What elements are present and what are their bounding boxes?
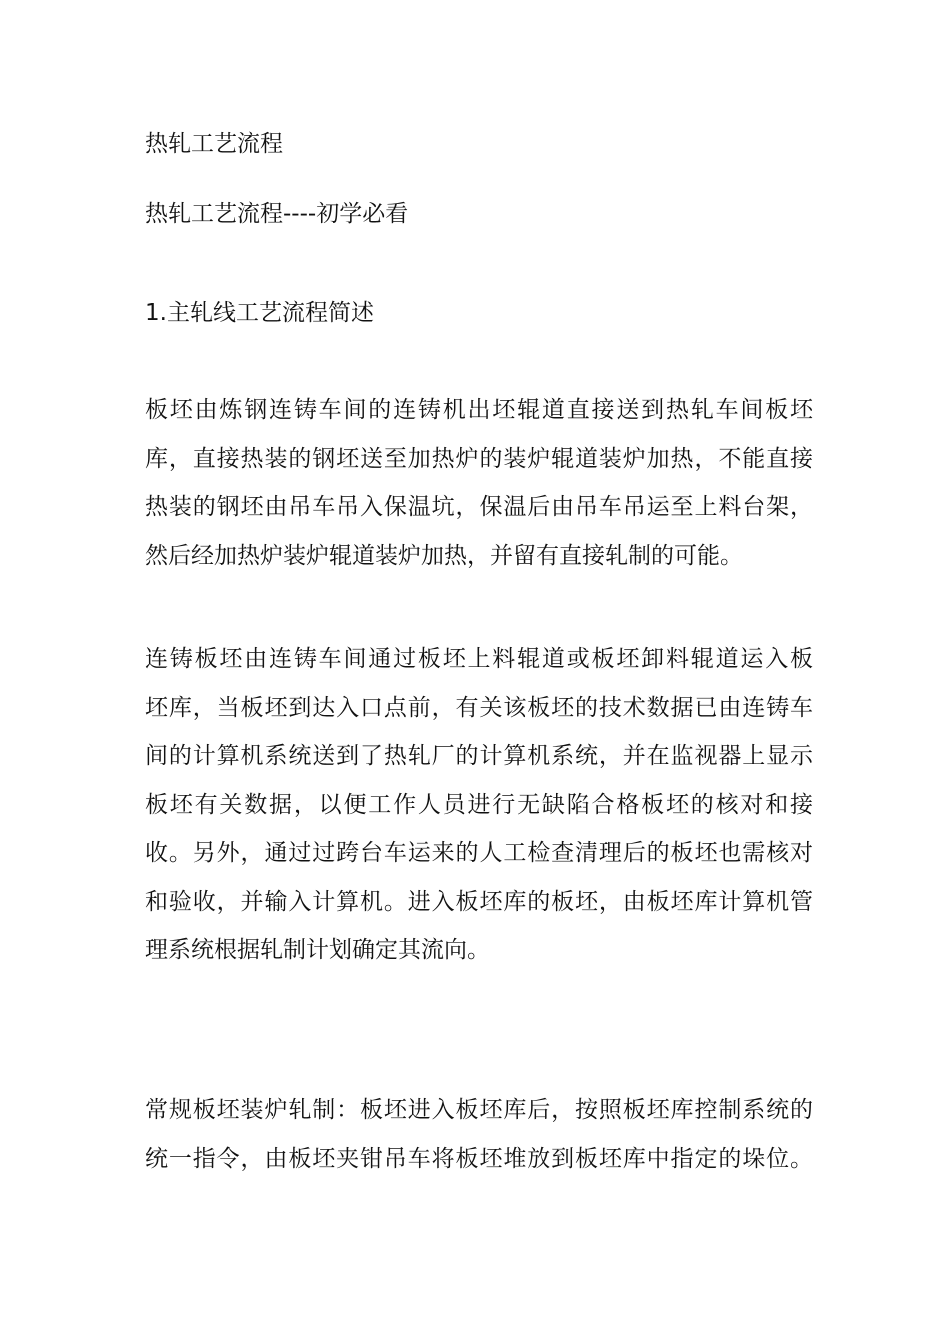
document-subtitle: 热轧工艺流程----初学必看 bbox=[145, 201, 409, 227]
paragraph-line: 统一指令，由板坯夹钳吊车将板坯堆放到板坯库中指定的垛位。 bbox=[145, 1145, 813, 1172]
paragraph-line: 然后经加热炉装炉辊道装炉加热，并留有直接轧制的可能。 bbox=[145, 542, 743, 569]
paragraph-line: 间的计算机系统送到了热轧厂的计算机系统，并在监视器上显示 bbox=[145, 743, 813, 769]
paragraph-line: 板坯有关数据，以便工作人员进行无缺陷合格板坯的核对和接 bbox=[145, 791, 813, 818]
paragraph-1 bbox=[145, 386, 813, 580]
paragraph-line: 坯库，当板坯到达入口点前，有关该板坯的技术数据已由连铸车 bbox=[145, 694, 813, 721]
paragraph-line: 常规板坯装炉轧制：板坯进入板坯库后，按照板坯库控制系统的 bbox=[145, 1097, 813, 1123]
paragraph-3 bbox=[145, 1086, 813, 1183]
paragraph-line: 热装的钢坯由吊车吊入保温坑，保温后由吊车吊运至上料台架， bbox=[145, 494, 813, 520]
paragraph-line: 库，直接热装的钢坯送至加热炉的装炉辊道装炉加热，不能直接 bbox=[145, 445, 813, 472]
document-title: 热轧工艺流程 bbox=[145, 131, 283, 157]
paragraph-line: 连铸板坯由连铸车间通过板坯上料辊道或板坯卸料辊道运入板 bbox=[145, 646, 813, 672]
paragraph-line: 板坯由炼钢连铸车间的连铸机出坯辊道直接送到热轧车间板坯 bbox=[145, 397, 813, 423]
paragraph-line: 收。另外，通过过跨台车运来的人工检查清理后的板坯也需核对 bbox=[145, 840, 813, 866]
paragraph-line: 和验收，并输入计算机。进入板坯库的板坯，由板坯库计算机管 bbox=[145, 888, 813, 915]
paragraph-2 bbox=[145, 635, 813, 975]
section-heading: 1.主轧线工艺流程简述 bbox=[145, 300, 374, 326]
paragraph-line: 理系统根据轧制计划确定其流向。 bbox=[145, 937, 490, 963]
